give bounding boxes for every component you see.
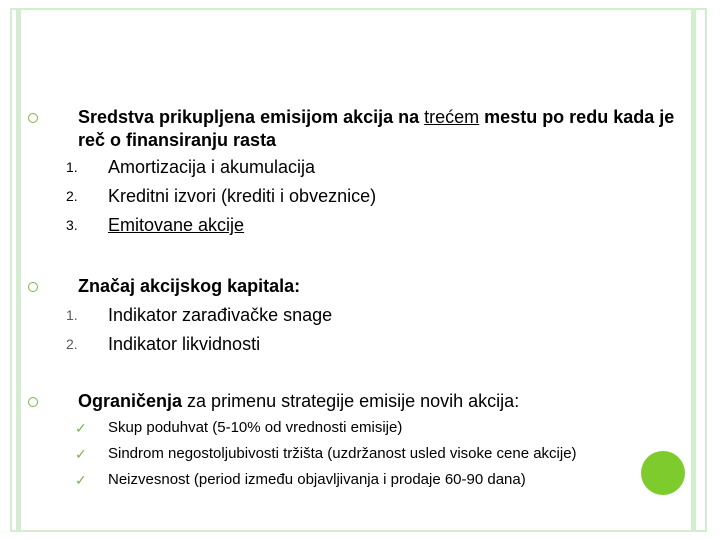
list-item: Indikator zarađivačke snage: [108, 305, 333, 325]
sub-list-item: Sindrom negostoljubivosti tržišta (uzdržanost usled visoke cene akcije): [108, 445, 577, 462]
list-item: Kreditni izvori (krediti i obveznice): [108, 186, 377, 206]
right-stripe: [691, 8, 696, 532]
checkmark-icon: ✓: [75, 472, 87, 488]
list-item: Indikator likvidnosti: [108, 334, 261, 354]
section-heading: Značaj akcijskog kapitala:: [78, 276, 301, 296]
section-bullet-icon: [28, 113, 38, 123]
section-bullet-icon: [28, 282, 38, 292]
list-item: Emitovane akcije: [108, 215, 245, 235]
checkmark-icon: ✓: [75, 420, 87, 436]
section-heading: Sredstva prikupljena emisijom akcija na trećem mestu po redu kada je reč o finansiranju rasta: [78, 107, 675, 150]
checkmark-icon: ✓: [75, 446, 87, 462]
list-number: 3.: [66, 217, 78, 233]
list-number: 2.: [66, 336, 78, 352]
list-number: 2.: [66, 188, 78, 204]
list-number: 1.: [66, 159, 78, 175]
left-stripe: [16, 8, 21, 532]
decorative-circle: [641, 451, 685, 495]
list-number: 1.: [66, 307, 78, 323]
sub-list-item: Skup poduhvat (5-10% od vrednosti emisije): [108, 419, 403, 436]
list-item: Amortizacija i akumulacija: [108, 157, 316, 177]
section-heading: Ograničenja za primenu strategije emisije novih akcija:: [78, 391, 520, 411]
sub-list-item: Neizvesnost (period između objavljivanja i prodaje 60-90 dana): [108, 471, 526, 488]
section-bullet-icon: [28, 397, 38, 407]
